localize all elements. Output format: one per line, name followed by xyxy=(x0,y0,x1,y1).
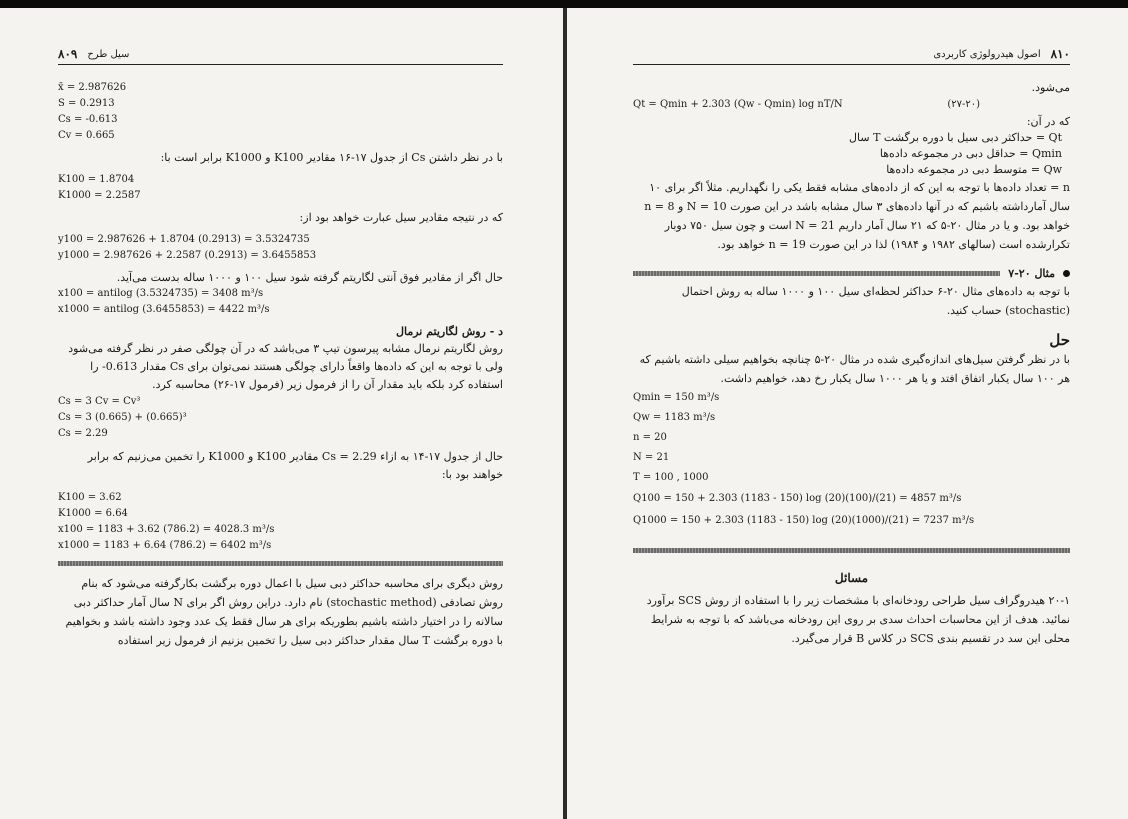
equation-line: K1000 = 6.64 xyxy=(58,508,128,519)
paragraph: می‌شود. xyxy=(1031,81,1070,94)
value-line: n = 20 xyxy=(633,432,667,443)
equation-line: Cs = 2.29 xyxy=(58,428,108,439)
right-page-running-title: اصول هیدرولوژی کاربردی xyxy=(933,48,1041,60)
example-heading xyxy=(633,264,1070,282)
paragraph: با در نظر داشتن Cs از جدول ۱۷-۱۶ مقادیر K100 و K1000 برابر است با: xyxy=(160,151,503,164)
equation-line: Cs = 3 Cv = Cv³ xyxy=(58,396,141,407)
value-line: N = 21 xyxy=(633,452,670,463)
section-separator xyxy=(633,548,1070,553)
left-page xyxy=(0,8,563,819)
right-page-content xyxy=(633,80,1070,648)
equation-line: K1000 = 2.2587 xyxy=(58,190,141,201)
paragraph: که در آن: xyxy=(1026,115,1070,128)
paragraph: روش دیگری برای محاسبه حداکثر دبی سیل با اعمال دوره برگشت بکارگرفته می‌شود که بنام روش تصادفی (stochastic method) نام دارد. دراین روش اگر برای N سال آمار حداکثر دبی سالانه را در اختیار داشته باشیم بطوریکه برای هر سال فقط یک عدد وجود داشته باشد و بخواهیم با دوره برگشت T سال مقدار حداکثر دبی سیل را تخمین بزنیم از فرمول زیر استفاده xyxy=(65,577,503,647)
right-page-number: ۸۱۰ xyxy=(1050,47,1070,61)
paragraph: با در نظر گرفتن سیل‌های اندازه‌گیری شده در مثال ۲۰-۵ چنانچه بخواهیم سیلی داشته باشیم که هر ۱۰۰ سال یکبار اتفاق افتد و یا هر ۱۰۰۰ سال یکبار رخ دهد، خواهیم داشت. xyxy=(639,353,1070,385)
left-page-number: ۸۰۹ xyxy=(58,47,78,61)
definition-line: Qt = حداکثر دبی سیل با دوره برگشت T سال xyxy=(849,131,1062,144)
stat-line: Cs = -0.613 xyxy=(58,114,118,125)
equation-line: x1000 = antilog (3.6455853) = 4422 m³/s xyxy=(58,304,270,315)
paragraph: روش لگاریتم نرمال مشابه پیرسون تیپ ۳ می‌باشد که در آن چولگی صفر در نظر گرفته می‌شود ولی با توجه به این که داده‌ها واقعاً دارای چولگی هستند نمی‌توان برای Cs مقدار 0.613- را استفاده کرد بلکه باید مقدار آن را از فرمول زیر (فرمول ۱۷-۲۶) محاسبه کرد. xyxy=(68,342,503,391)
formula-number: (۲۷-۲۰) xyxy=(947,99,980,110)
result-line: Q1000 = 150 + 2.303 (1183 - 150) log (20)(1000)/(21) = 7237 m³/s xyxy=(633,515,975,526)
stat-line: Cv = 0.665 xyxy=(58,130,115,141)
equation-line: y1000 = 2.987626 + 2.2587 (0.2913) = 3.6455853 xyxy=(58,250,317,261)
formula: Qt = Qmin + 2.303 (Qw - Qmin) log nT/N xyxy=(633,99,843,110)
equation-line: y100 = 2.987626 + 1.8704 (0.2913) = 3.5324735 xyxy=(58,234,310,245)
bullet-icon xyxy=(1063,270,1070,277)
stat-line: x̄ = 2.987626 xyxy=(58,82,127,93)
problems-title: مسائل xyxy=(834,571,869,585)
definition-line: Qw = متوسط دبی در مجموعه داده‌ها xyxy=(886,163,1062,176)
value-line: Qw = 1183 m³/s xyxy=(633,412,716,423)
paragraph: حال از جدول ۱۷-۱۴ به ازاء Cs = 2.29 مقادیر K100 و K1000 را تخمین می‌زنیم که برابر خواهند بود با: xyxy=(87,450,503,481)
equation-line: x100 = antilog (3.5324735) = 3408 m³/s xyxy=(58,288,264,299)
value-line: Qmin = 150 m³/s xyxy=(633,392,720,403)
solution-title: حل xyxy=(1049,331,1070,349)
paragraph: با توجه به داده‌های مثال ۲۰-۶ حداکثر لحظه‌ای سیل ۱۰۰ و ۱۰۰۰ ساله به روش احتمال (stochastic) حساب کنید. xyxy=(681,285,1070,317)
viewer-top-bar xyxy=(0,0,1128,8)
left-page-running-title: سیل طرح xyxy=(87,48,130,60)
paragraph: که در نتیجه مقادیر سیل عبارت خواهد بود از: xyxy=(299,211,503,224)
equation-line: K100 = 3.62 xyxy=(58,492,122,503)
definition-line: n = تعداد داده‌ها با توجه به این که از داده‌های مشابه فقط یکی را نگهداریم. مثلاً اگر برای ۱۰ سال آمارداشته باشیم که در آنها داده‌های ۳ سال مشابه باشد در این صورت N = 10 و n = 8 خواهد بود. و یا در مثال ۲۰-۵ که ۲۱ سال آمار داریم N = 21 است و چون سیل ۷۵۰ دوبار تکرارشده است (سالهای ۱۹۸۲ و ۱۹۸۴) لذا در این صورت n = 19 خواهد بود. xyxy=(644,181,1070,251)
example-title: مثال ۲۰-۷ xyxy=(1008,266,1055,280)
value-line: T = 100 , 1000 xyxy=(633,472,709,483)
equation-line: Cs = 3 (0.665) + (0.665)³ xyxy=(58,412,187,423)
left-page-content xyxy=(58,80,503,650)
paragraph: حال اگر از مقادیر فوق آنتی لگاریتم گرفته شود سیل ۱۰۰ و ۱۰۰۰ ساله بدست می‌آید. xyxy=(116,271,503,284)
result-line: Q100 = 150 + 2.303 (1183 - 150) log (20)(100)/(21) = 4857 m³/s xyxy=(633,493,962,504)
right-page xyxy=(567,8,1128,819)
right-page-header xyxy=(633,44,1070,65)
equation-line: x100 = 1183 + 3.62 (786.2) = 4028.3 m³/s xyxy=(58,524,275,535)
definition-line: Qmin = حداقل دبی در مجموعه داده‌ها xyxy=(879,147,1062,160)
section-title: د - روش لگاریتم نرمال xyxy=(396,325,503,338)
left-page-header xyxy=(58,44,503,65)
equation-line: x1000 = 1183 + 6.64 (786.2) = 6402 m³/s xyxy=(58,540,272,551)
example-separator xyxy=(633,271,1000,276)
formula-row xyxy=(633,96,1070,114)
problem-text: ۲۰-۱ هیدروگراف سیل طراحی رودخانه‌ای با مشخصات زیر را با استفاده از روش SCS برآورد نمائید. هدف از این محاسبات احداث سدی بر روی این رودخانه می‌باشد که با توجه به شرایط محلی این سد در تقسیم بندی SCS در کلاس B قرار می‌گیرد. xyxy=(646,594,1070,645)
equation-line: K100 = 1.8704 xyxy=(58,174,135,185)
section-separator xyxy=(58,561,503,566)
stat-line: S = 0.2913 xyxy=(58,98,115,109)
